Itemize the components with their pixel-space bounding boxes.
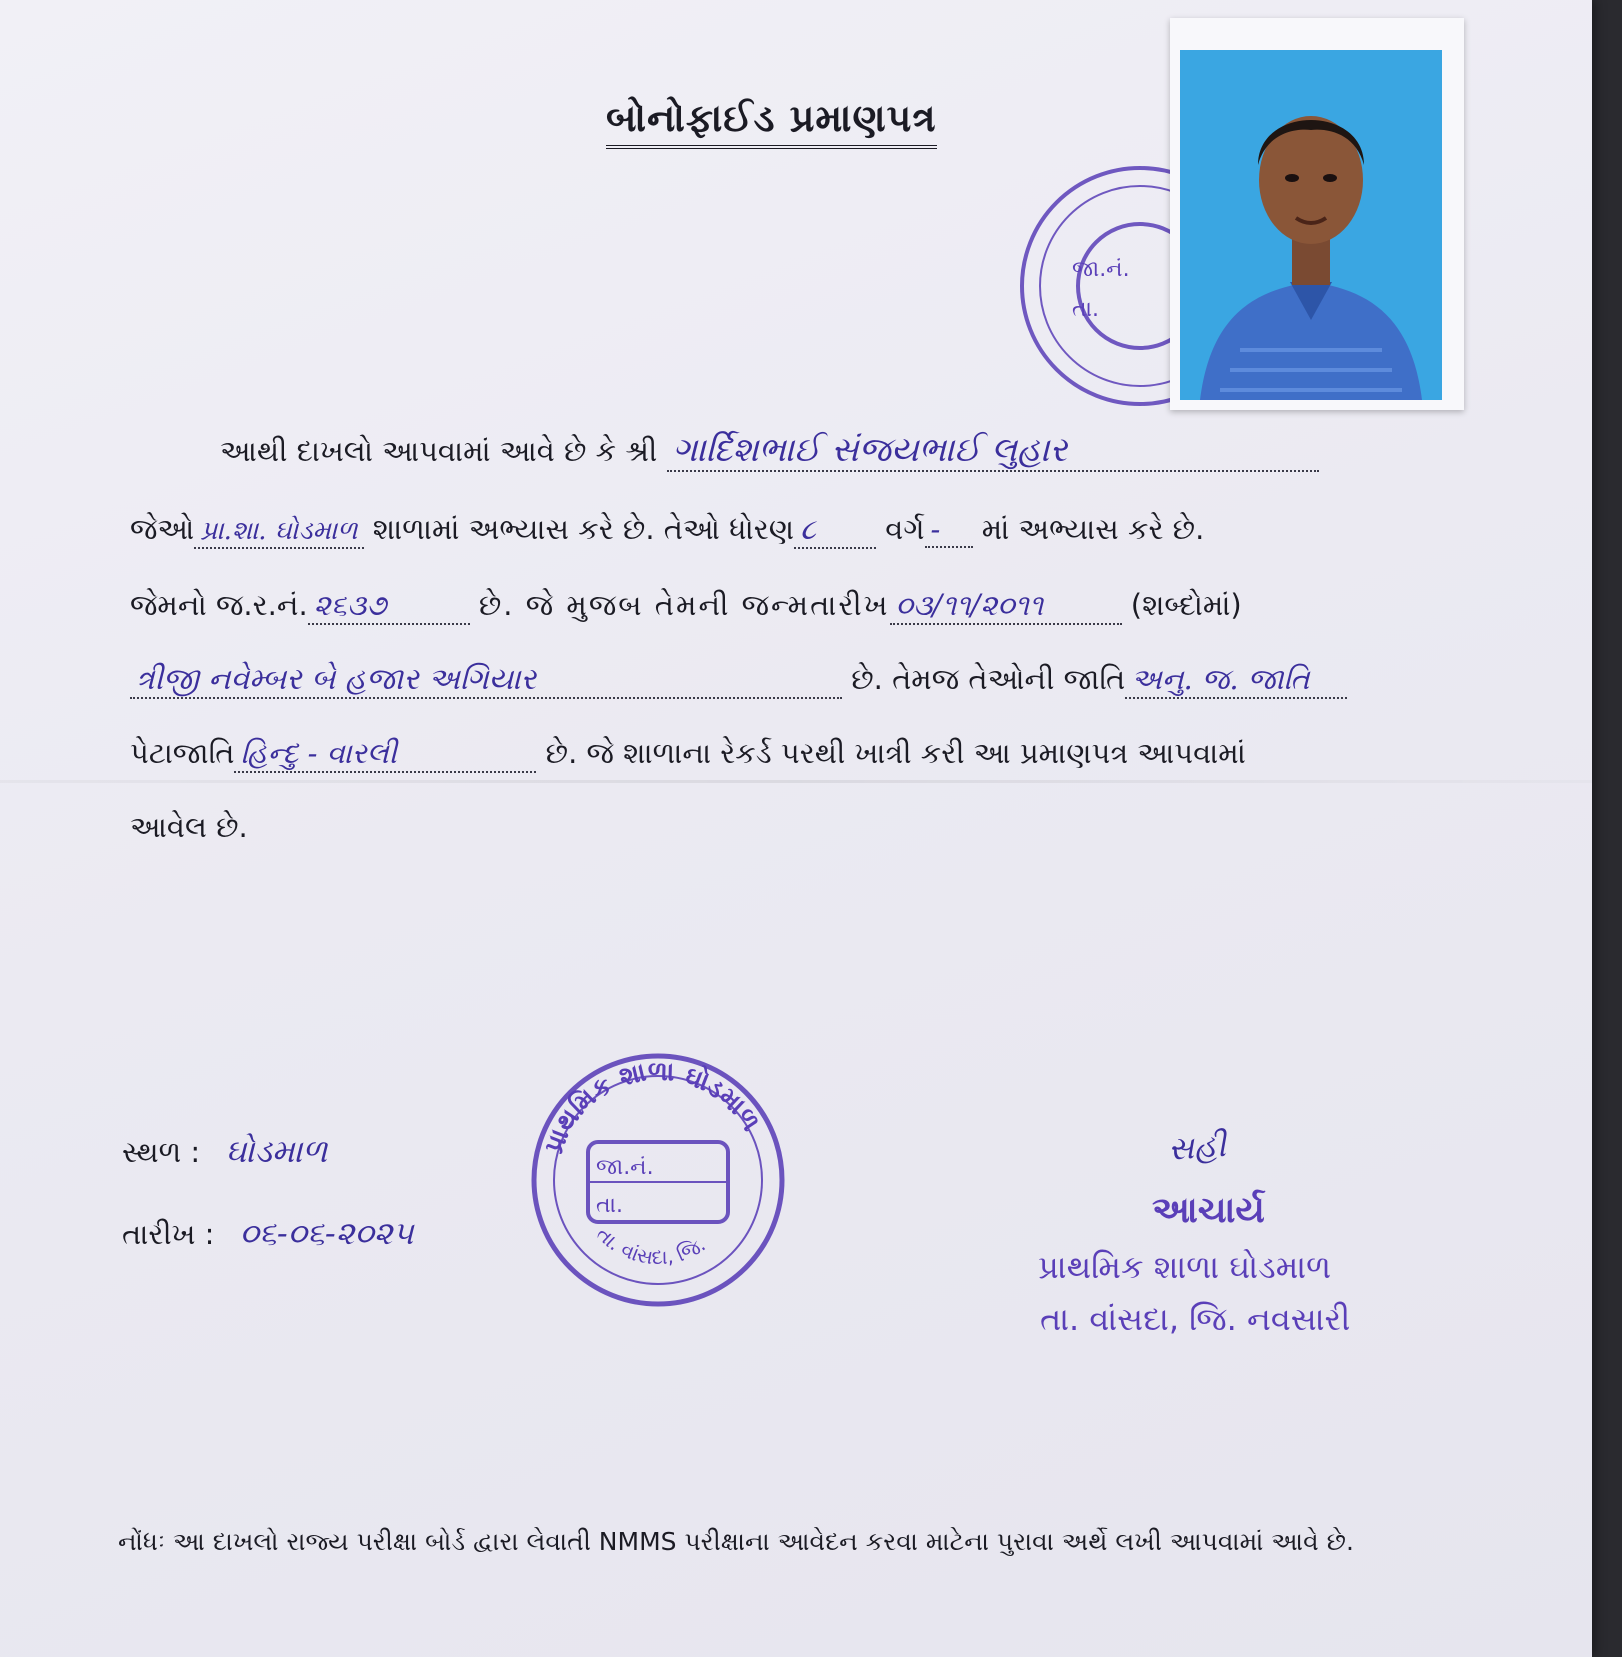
school-name: પ્રા.શા. ઘોડમાળ: [194, 516, 363, 549]
certificate-title: બોનોફાઈડ પ્રમાણપત્ર: [606, 96, 937, 149]
class-label: વર્ગ: [885, 512, 925, 546]
subcaste-value: હિન્દુ - વારલી: [234, 736, 536, 773]
stamp-line2: તા.: [596, 1193, 623, 1218]
line4-mid: છે. તેમજ તેઓની જાતિ: [851, 662, 1126, 696]
line3-mid: છે. જે મુજબ તેમની જન્મતારીખ: [478, 588, 890, 622]
standard-value: ૮: [794, 512, 876, 549]
place-label: સ્થળ :: [122, 1135, 201, 1169]
svg-text:તા. વાંસદા, જિ.: [592, 1222, 710, 1269]
signatory-address: તા. વાંસદા, જિ. નવસારી: [1040, 1300, 1351, 1338]
stamp-top-line2: તા.: [1072, 297, 1099, 322]
certificate-line-1: [220, 430, 1319, 472]
place-row: [122, 1132, 327, 1171]
certificate-line-3: [130, 588, 1242, 625]
register-number: ૨૬૩૭: [308, 588, 470, 625]
signature-mark: સહી: [1166, 1126, 1228, 1168]
line2-mid: શાળામાં અભ્યાસ કરે છે. તેઓ ધોરણ: [372, 512, 795, 546]
certificate-line-6: આવેલ છે.: [130, 810, 248, 844]
school-stamp-bottom: [528, 1050, 788, 1310]
line5-suffix: છે. જે શાળાના રેકર્ડ પરથી ખાત્રી કરી આ પ્રમાણપત્ર આપવામાં: [545, 736, 1246, 770]
line3-prefix: જેમનો જ.ર.નં.: [130, 588, 308, 622]
line3-suffix: (શબ્દોમાં): [1130, 588, 1242, 622]
student-photo: [1180, 50, 1442, 400]
date-of-birth: ૦૩/૧૧/૨૦૧૧: [890, 588, 1122, 625]
stamp-top-line1: જા.નં.: [1072, 257, 1130, 282]
caste-value: અનુ. જ. જાતિ: [1125, 662, 1347, 699]
place-value: ઘોડમાળ: [225, 1132, 328, 1170]
footer-note: નોંધઃ આ દાખલો રાજ્ય પરીક્ષા બોર્ડ દ્વારા લેવાતી NMMS પરીક્ષાના આવેદન કરવા માટેના પુરાવા અર્થે લખી આપવામાં આવે છે.: [118, 1527, 1354, 1556]
line2-suffix: માં અભ્યાસ કરે છે.: [981, 512, 1205, 546]
student-name: ગાર્દિશભાઈ સંજયભાઈ લુહાર: [667, 430, 1319, 472]
line5-prefix: પેટાજાતિ: [130, 736, 235, 770]
date-label: તારીખ :: [122, 1217, 215, 1251]
date-row: [122, 1214, 414, 1253]
photo-frame: [1170, 18, 1464, 410]
certificate-line-4: [130, 662, 1347, 699]
stamp-line1: જા.નં.: [596, 1155, 654, 1180]
certificate-line-2: [130, 512, 1204, 549]
signatory-designation: આચાર્ય: [1152, 1190, 1265, 1231]
line2-prefix: જેઓ: [130, 512, 195, 546]
certificate-line-5: [130, 736, 1246, 773]
paper-fold: [0, 780, 1592, 783]
line1-text: આથી દાખલો આપવામાં આવે છે કે શ્રી: [220, 434, 658, 468]
dob-in-words: ત્રીજી નવેમ્બર બે હજાર અગિયાર: [130, 662, 842, 699]
signatory-school: પ્રાથમિક શાળા ઘોડમાળ: [1038, 1248, 1332, 1286]
date-value: ૦૬-૦૬-૨૦૨૫: [239, 1214, 414, 1252]
stamp-bottom-text: તા. વાંસદા, જિ.: [591, 1221, 710, 1270]
stamp-outer-text: પ્રાથમિક શાળા ઘોડમાળ: [539, 1056, 766, 1158]
division-value: -: [925, 512, 973, 548]
